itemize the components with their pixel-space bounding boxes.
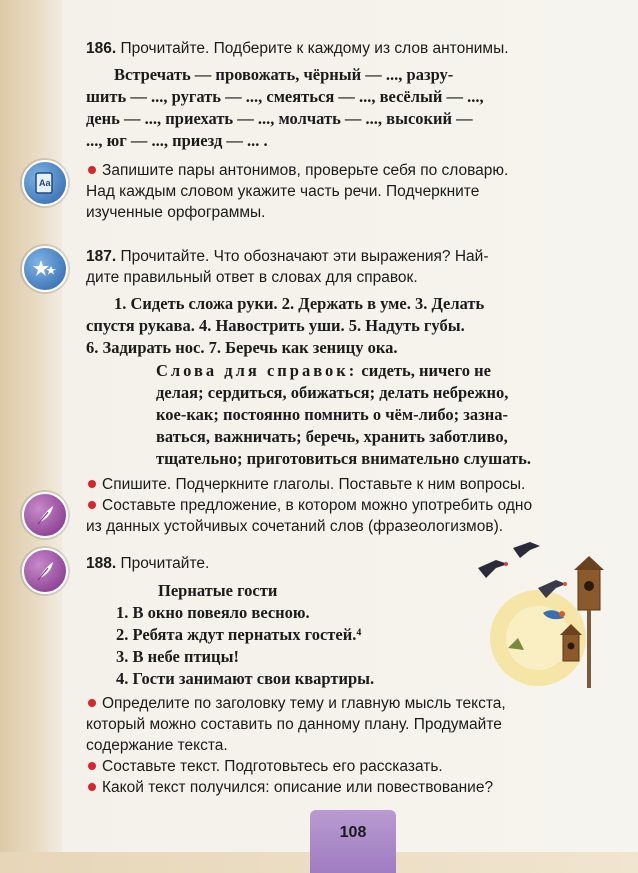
plan-item: 2. Ребята ждут пернатых гостей.⁴ [116,625,362,644]
svg-text:Aa: Aa [39,178,51,188]
plan-title: Пернатые гости [158,581,278,600]
word-line: шить — ..., ругать — ..., смеяться — ..., весёлый — ..., [86,87,484,106]
exercise-187-tasks [86,474,622,537]
exercise-186-header [86,38,622,59]
task-line: Составьте предложение, в котором можно употребить одно [102,497,533,514]
task-line: из данных устойчивых сочетаний слов (фразеологизмов). [86,518,504,535]
task-line: Составьте текст. Подготовьтесь его рассказать. [102,758,443,775]
exercise-instruction: дите правильный ответ в словах для справок. [86,269,418,286]
word-line: день — ..., приехать — ..., молчать — ..., высокий — [86,109,473,128]
exercise-188-tasks [86,693,622,798]
phrase-line: спустя рукава. 4. Навострить уши. 5. Надуть губы. [86,316,465,335]
plan-item: 3. В небе птицы! [116,647,239,666]
page-number-tab [310,810,396,873]
exercise-number: 188. [86,555,117,572]
exercise-187-reference [86,360,622,470]
reference-line: сидеть, ничего не [361,361,491,380]
bullet-icon [88,166,96,174]
task-line: Запишите пары антонимов, проверьте себя по словарю. [102,162,509,179]
page-margin [0,0,62,873]
exercise-instruction: Прочитайте. Что обозначают эти выражения? Най- [120,248,489,265]
birds-illustration [468,538,626,688]
plan-item: 1. В окно повеяло весною. [116,603,310,622]
exercise-number: 187. [86,248,117,265]
reference-line: кое-как; постоянно помнить о чём-либо; зазна- [156,405,509,424]
bullet-icon [88,501,96,509]
plan-item: 4. Гости занимают свои квартиры. [116,669,375,688]
bullet-icon [88,762,96,770]
page-number: 108 [339,824,367,841]
dictionary-icon [22,160,68,206]
reference-line: делая; сердиться, обижаться; делать небрежно, [156,383,509,402]
task-line: Какой текст получился: описание или повествование? [102,779,494,796]
task-line: Спишите. Подчеркните глаголы. Поставьте к ним вопросы. [102,476,526,493]
stars-icon [22,246,68,292]
exercise-188-plan [86,580,446,690]
exercise-instruction: Прочитайте. [120,555,210,572]
task-line: который можно составить по данному плану. Продумайте [86,716,502,733]
task-line: изученные орфограммы. [86,204,266,221]
feather-icon [22,548,68,594]
phrase-line: 1. Сидеть сложа руки. 2. Держать в уме. 3. Делать [114,294,485,313]
reference-line: ваться, важничать; беречь, хранить заботливо, [156,427,508,446]
task-line: Определите по заголовку тему и главную мысль текста, [102,695,506,712]
reference-line: тщательно; приготовиться внимательно слушать. [156,449,532,468]
task-line: Над каждым словом укажите часть речи. Подчеркните [86,183,480,200]
exercise-instruction: Прочитайте. Подберите к каждому из слов антонимы. [120,40,509,57]
exercise-186-task [86,160,622,223]
reference-label: Слова для справок: [156,361,358,380]
exercise-number: 186. [86,40,117,57]
bullet-icon [88,480,96,488]
exercise-186-words [86,64,622,152]
task-line: содержание текста. [86,737,228,754]
bullet-icon [88,783,96,791]
phrase-line: 6. Задирать нос. 7. Беречь как зеницу ока. [86,338,398,357]
word-line: Встречать — провожать, чёрный — ..., разру- [114,65,454,84]
bullet-icon [88,699,96,707]
exercise-187-header [86,246,622,288]
exercise-187-phrases [86,293,622,359]
feather-icon [22,492,68,538]
word-line: ..., юг — ..., приезд — ... . [86,131,268,150]
